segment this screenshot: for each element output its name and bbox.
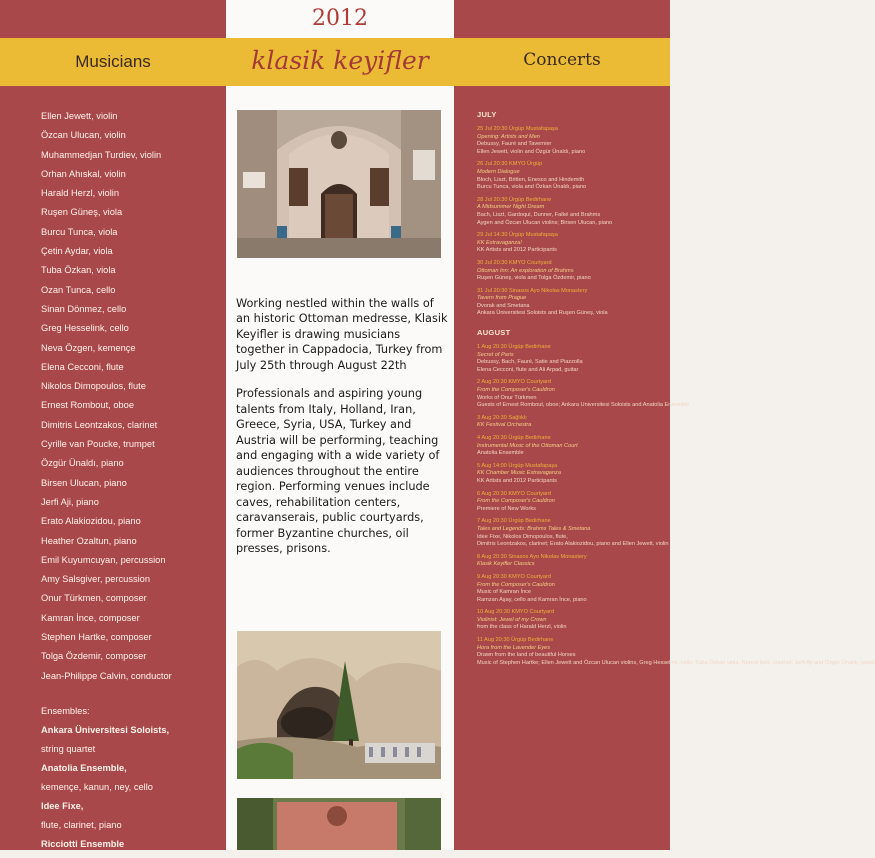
ensemble-name: Anatolia Ensemble,: [41, 763, 127, 773]
concert-entry: [477, 232, 667, 255]
concert-entry: [477, 518, 667, 548]
musician-item: Ruşen Güneş, viola: [41, 207, 123, 218]
musician-item: Nikolos Dimopoulos, flute: [41, 381, 146, 392]
ensembles-heading: Ensembles:: [41, 706, 90, 716]
musician-item: Çetin Aydar, viola: [41, 246, 113, 257]
concert-entry: [477, 435, 667, 458]
concert-date: 29 Jul 14:30 Ürgüp Mustafapaşa: [477, 232, 558, 239]
concert-title: A Midsummer Night Dream: [477, 204, 545, 211]
concert-performers: Guests of Ernest Rombout, oboe; Ankara Universitesi Soloists and Anatolia Ensemble: [477, 402, 690, 409]
concert-title: Secret of Paris: [477, 351, 514, 358]
concert-entry: [477, 463, 667, 486]
concert-title: KK Festival Orchestra: [477, 422, 532, 429]
concert-program: from the class of Harald Herzl, violin: [477, 624, 567, 631]
medresse-photo: [237, 110, 441, 258]
musicians-heading: Musicians: [75, 52, 151, 71]
musician-item: Ellen Jewett, violin: [41, 111, 118, 121]
concert-date: 7 Aug 20:30 Ürgüp Bedirhane: [477, 518, 551, 525]
musician-item: Cyrille van Poucke, trumpet: [41, 439, 155, 450]
concert-entry: [477, 197, 667, 227]
concert-entry: [477, 126, 667, 156]
concert-entry: [477, 609, 667, 632]
concert-title: Hora from the Lavender Eyes: [477, 644, 551, 651]
concert-title: Klasik Keyifler Classics: [477, 561, 535, 568]
musician-item: Orhan Ahıskal, violin: [41, 168, 126, 179]
musician-item: Erato Alakiozidou, piano: [41, 516, 141, 527]
musician-item: Elena Cecconi, flute: [41, 361, 124, 372]
concert-entry: [477, 415, 667, 430]
year-label: 2012: [312, 6, 368, 31]
concerts-heading: Concerts: [523, 50, 601, 70]
concert-date: 31 Jul 20:30 Sinasos Ayo Nikolas Monastery: [477, 287, 588, 294]
musician-item: Sinan Dönmez, cello: [41, 303, 127, 314]
ensembles-section: [41, 706, 221, 858]
concert-title: Opening: Artists and Men: [477, 133, 540, 140]
ensemble-instruments: string quartet: [41, 744, 96, 754]
concert-entry: [477, 288, 667, 318]
musician-item: Neva Özgen, kemençe: [41, 342, 136, 353]
header-band: [0, 38, 670, 86]
concert-date: 9 Aug 20:30 KMYO Courtyard: [477, 573, 552, 580]
concert-program: Bach, Liszt, Gardoqui, Dunner, Falké and Brahms: [477, 211, 601, 218]
musician-item: Amy Salsgiver, percussion: [41, 574, 151, 585]
musicians-list: [41, 111, 221, 690]
concert-entry: [477, 554, 667, 569]
concert-performers: Aygen and Özcan Ulucan violins; Birsen Ulucan, piano: [477, 219, 613, 226]
musician-item: Dimitris Leontzakos, clarinet: [41, 419, 158, 430]
concert-performers: Ramzan Aşay, cello and Kamran İnce, piano: [477, 596, 587, 603]
concert-program: Dvorak and Smetana: [477, 302, 530, 309]
concert-performers: Dimitris Leontzakos, clarinet; Erato Alakiozidou, piano and Ellen Jewett, violin: [477, 541, 669, 548]
concert-program: Premiere of New Works: [477, 505, 536, 512]
concert-schedule: [477, 110, 875, 672]
musician-item: Burcu Tunca, viola: [41, 226, 118, 237]
musician-item: Birsen Ulucan, piano: [41, 477, 127, 488]
concert-performers: Ellen Jewett, violin and Özgür Ünaldı, piano: [477, 148, 586, 155]
concert-entry: [477, 161, 667, 191]
concert-program: Works of Onur Türkmen: [477, 394, 537, 401]
musician-item: Stephen Hartke, composer: [41, 632, 152, 643]
concert-performers: Burcu Tunca, viola and Özkan Ünaldı, piano: [477, 184, 587, 191]
concert-entry: [477, 260, 667, 283]
month-heading-july: JULY: [477, 110, 497, 119]
ensemble-name: Idee Fixe,: [41, 801, 84, 811]
concert-date: 1 Aug 20:30 Ürgüp Bedirhane: [477, 344, 551, 351]
concert-title: KK Chamber Music Extravaganza: [477, 470, 561, 477]
concert-entry: [477, 637, 875, 667]
concert-date: 11 Aug 20:30 Ürgüp Bedirhane: [477, 637, 554, 644]
concert-program: KK Artists and 2012 Participants: [477, 477, 557, 484]
concert-program: Anatolia Ensemble: [477, 450, 524, 457]
musician-item: Ernest Rombout, oboe: [41, 400, 135, 411]
concert-date: 5 Aug 14:00 Ürgüp Mustafapaşa: [477, 462, 558, 469]
musician-item: Özcan Ulucan, violin: [41, 130, 126, 141]
ensemble-name: Ricciotti Ensemble: [41, 839, 125, 849]
concert-title: Tales and Legends: Brahms Tales & Smetana: [477, 525, 591, 532]
concert-date: 4 Aug 20:30 Ürgüp Bedirhane: [477, 435, 551, 441]
musician-item: Onur Türkmen, composer: [41, 593, 147, 604]
concert-date: 26 Jul 20:30 KMYO Ürgüp: [477, 161, 543, 168]
concert-title: Tavern from Prague: [477, 295, 527, 302]
concert-date: 30 Jul 20:30 KMYO Courtyard: [477, 259, 552, 266]
concert-date: 8 Aug 20:30 Sinasos Ayo Nikolas Monastery: [477, 553, 587, 560]
musician-item: Jerfi Aji, piano: [41, 496, 99, 507]
church-photo: [237, 798, 441, 850]
musician-item: Tuba Özkan, viola: [41, 265, 116, 276]
concert-program: Debussy, Fauré and Tavernier: [477, 141, 552, 148]
concert-program: Music of Kamran İnce: [477, 589, 532, 596]
concert-title: Modern Dialogue: [477, 168, 520, 175]
month-heading-august: AUGUST: [477, 328, 511, 338]
musician-item: Harald Herzl, violin: [41, 188, 120, 199]
concert-title: From the Composer's Cauldron: [477, 387, 555, 394]
intro-paragraph: Professionals and aspiring young talents from Italy, Holland, Iran, Greece, Syria, USA, Turkey and Austria will be performing, teaching and engaging with a wide variety of audiences throughout the entire region. Performing venues include caves, rehabilitation centers, caravanserais, public courtyards, former Byzantine churches, oil presses, prisons.: [236, 387, 440, 556]
concert-program: Bloch, Liszt, Britten, Enesco and Hindemith: [477, 176, 585, 183]
intro-paragraph: Working nestled within the walls of an historic Ottoman medresse, Klasik Keyifler is drawing musicians together in Cappadocia, Turkey from July 25th through August 22th: [236, 297, 448, 372]
concert-entry: [477, 344, 667, 374]
musician-item: Tolga Özdemir, composer: [41, 651, 147, 662]
concert-date: 2 Aug 20:30 KMYO Courtyard: [477, 379, 552, 386]
concert-title: From the Composer's Cauldron: [477, 581, 555, 588]
concert-title: Instrumental Music of the Ottoman Court: [477, 442, 578, 449]
ensemble-name: Ankara Üniversitesi Soloists,: [41, 725, 170, 735]
concert-performers: Music of Stephen Hartke; Ellen Jewett and Özcan Ulucan violins, Greg Hesselink, cello; Tuba Özkan viola, Nuredi İpek, clarinet; Jerfi Aji and Özgür Ünaldı, piano: [477, 659, 875, 666]
musician-item: Muhammedjan Turdiev, violin: [41, 149, 162, 160]
concert-program: Idee Fixe, Nikolos Dimopoulos, flute,: [477, 533, 568, 540]
concert-title: From the Composer's Cauldron: [477, 498, 555, 505]
concert-program: Drawn from the land of beautiful Horses: [477, 652, 576, 659]
concert-date: 10 Aug 20:30 KMYO Courtyard: [477, 609, 555, 616]
musician-item: Özgür Ünaldı, piano: [41, 458, 124, 469]
musician-item: Greg Hesselink, cello: [41, 323, 129, 334]
concert-entry: [477, 379, 690, 409]
concert-date: 28 Jul 20:30 Ürgüp Bedirhane: [477, 196, 552, 203]
concert-program: KK Artists and 2012 Participants: [477, 247, 557, 254]
concert-date: 6 Aug 20:30 KMYO Courtyard: [477, 490, 552, 497]
festival-title: klasik keyifler: [251, 46, 429, 75]
concert-performers: Elena Cecconi, flute and Ali Arpad, guitar: [477, 366, 579, 373]
concert-title: KK Extravaganza!: [477, 239, 522, 246]
musician-item: Emil Kuyumcuyan, percussion: [41, 554, 166, 565]
concert-entry: [477, 574, 667, 604]
musician-item: Heather Ozaltun, piano: [41, 535, 137, 546]
concert-program: Ruşen Güneş, viola and Tolga Özdemir, piano: [477, 275, 591, 282]
concert-performers: Ankara Üniversitesi Soloists and Ruşen Güneş, viola: [477, 310, 608, 317]
concert-title: Violinist: Jewel of my Crown: [477, 616, 547, 623]
concert-title: Ottoman Inn: An exploration of Brahms: [477, 267, 574, 274]
musician-item: Kamran İnce, composer: [41, 612, 140, 623]
festival-description: [236, 296, 448, 570]
musician-item: Jean-Philippe Calvin, conductor: [41, 670, 172, 681]
concert-entry: [477, 491, 667, 514]
musician-item: Ozan Tunca, cello: [41, 284, 116, 295]
concert-date: 3 Aug 20:30 Sağlıklı: [477, 414, 527, 421]
cave-concert-photo: [237, 631, 441, 779]
concert-program: Debussy, Bach, Fauré, Satie and Piazzolla: [477, 359, 583, 366]
ensemble-instruments: kemençe, kanun, ney, cello: [41, 782, 153, 792]
concert-date: 25 Jul 20:30 Ürgüp Mustafapaşa: [477, 126, 558, 132]
ensemble-instruments: flute, clarinet, piano: [41, 820, 122, 830]
